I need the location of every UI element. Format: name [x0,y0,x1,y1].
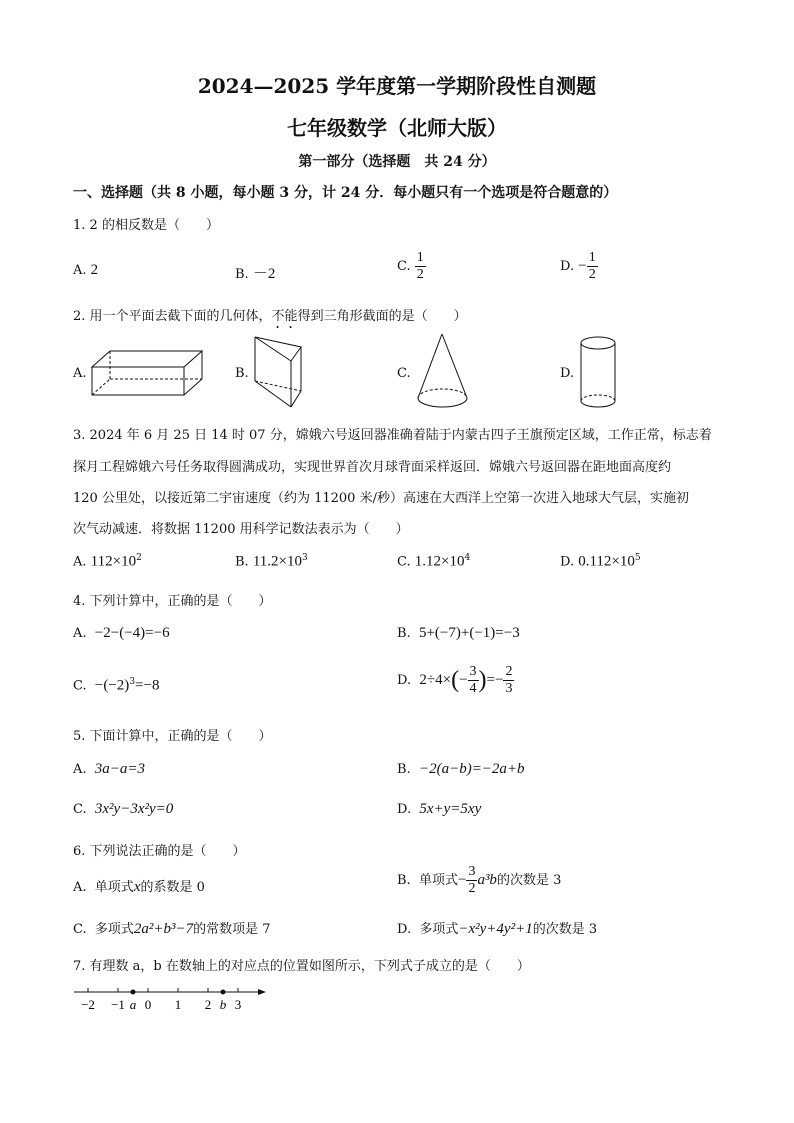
emphasis-text: 不能 [271,309,298,324]
question-2-stem: 2. 用一个平面去截下面的几何体，不能得到三角形截面的是（ ） [73,309,467,324]
q5-option-c: C. 3x²y−3x²y=0 [73,801,174,817]
point-b-label: b [219,997,227,1012]
minus-sign: − [578,258,587,274]
q3-option-c: C. $1.12\times 10^4$ [397,553,471,570]
exam-title: 2024—2025 学年度第一学期阶段性自测题 [197,74,597,98]
question-5-stem: 5. 下面计算中，正确的是（ ） [73,729,272,744]
q2-option-b-label: B. [235,366,249,381]
option-label: A. [73,263,87,278]
q5-option-a: A. 3a−a=3 [73,761,146,777]
q5-option-b: B. −2(a−b)=−2a+b [397,761,525,777]
point-a-dot [131,990,136,995]
q1-option-c [397,250,426,283]
tick-label: 1 [174,997,182,1012]
option-label: C. [397,259,411,274]
question-3-line-1: 3. 2024 年 6 月 25 日 14 时 07 分，嫦娥六号返回器准确着陆于内蒙古四子王旗预定区域，工作正常，标志着 [73,428,712,443]
q3-option-d: D. $0.112\times 10^5$ [560,553,641,570]
fraction: $\frac{1}{2}$ [588,250,596,282]
q5-option-d: D. 5x+y=5xy [397,801,482,817]
q6-option-a: A. 单项式x的系数是 0 [73,879,205,895]
number-line [70,982,270,1016]
q2-option-a-label: A. [73,366,87,381]
question-3-line-2: 探月工程嫦娥六号任务取得圆满成功，实现世界首次月球背面采样返回．嫦娥六号返回器在距地面高度约 [73,460,672,475]
option-label: B. [235,267,249,282]
triangular-prism-icon [253,335,313,409]
tick-label: −1 [111,997,125,1012]
fraction: $\frac{2}{3}$ [505,664,513,696]
point-a-label: a [129,997,137,1012]
cuboid-icon [90,349,190,397]
axis-arrow [258,989,266,995]
fraction: $\frac{3}{4}$ [469,664,477,696]
exam-subtitle: 七年级数学（北师大版） [287,116,507,140]
question-3-line-4: 次气动减速．将数据 11200 用科学记数法表示为（ ） [73,522,409,537]
cylinder-icon [580,335,620,411]
part-heading: 第一部分（选择题 共 24 分） [298,154,496,170]
q6-option-b: B. 单项式− $\frac{3}{2}$ a³b的次数是 3 [397,864,562,896]
q6-option-d: D. 多项式−x²y+4y²+1的次数是 3 [397,921,598,937]
tick-label: 3 [234,997,242,1012]
q6-option-c: C. 多项式2a²+b³−7的常数项是 7 [73,921,271,937]
option-value: 2 [90,262,99,278]
q3-option-a: A. $112\times 10^2$ [73,553,142,570]
q1-option-a [73,262,98,279]
q3-option-b: B. $11.2\times 10^3$ [235,553,308,570]
cone-icon [415,332,475,412]
q4-option-c: C. $-(-2)^3=-8$ [73,677,160,694]
q4-option-b: B. 5+(−7)+(−1)=−3 [397,625,520,641]
tick-label: 2 [204,997,212,1012]
q1-option-d [560,250,598,283]
question-7-stem: 7. 有理数 a，b 在数轴上的对应点的位置如图所示，下列式子成立的是（ ） [73,959,530,974]
section-heading: 一、选择题（共 8 小题，每小题 3 分，计 24 分．每小题只有一个选项是符合题意的） [73,185,618,201]
q4-option-a: A. −2−(−4)=−6 [73,625,170,641]
option-value: －2 [252,266,276,282]
fraction: $\frac{1}{2}$ [416,250,424,282]
question-4-stem: 4. 下列计算中，正确的是（ ） [73,594,272,609]
tick-label: 0 [144,997,152,1012]
question-3-line-3: 120 公里处，以接近第二宇宙速度（约为 11200 米/秒）高速在大西洋上空第一次进入地球大气层，实施初 [73,491,689,506]
q1-option-b [235,262,275,283]
fraction: $\frac{3}{2}$ [468,864,476,896]
tick-label: −2 [81,997,95,1012]
q2-option-c-label: C. [397,366,411,381]
point-b-dot [221,990,226,995]
option-label: D. [560,259,575,274]
question-1-stem: 1. 2 的相反数是（ ） [73,218,219,233]
q2-option-d-label: D. [560,366,575,381]
question-6-stem: 6. 下列说法正确的是（ ） [73,844,246,859]
q4-option-d: D. 2÷4×(− $\frac{3}{4}$ )=− $\frac{2}{3}$ [397,664,513,696]
